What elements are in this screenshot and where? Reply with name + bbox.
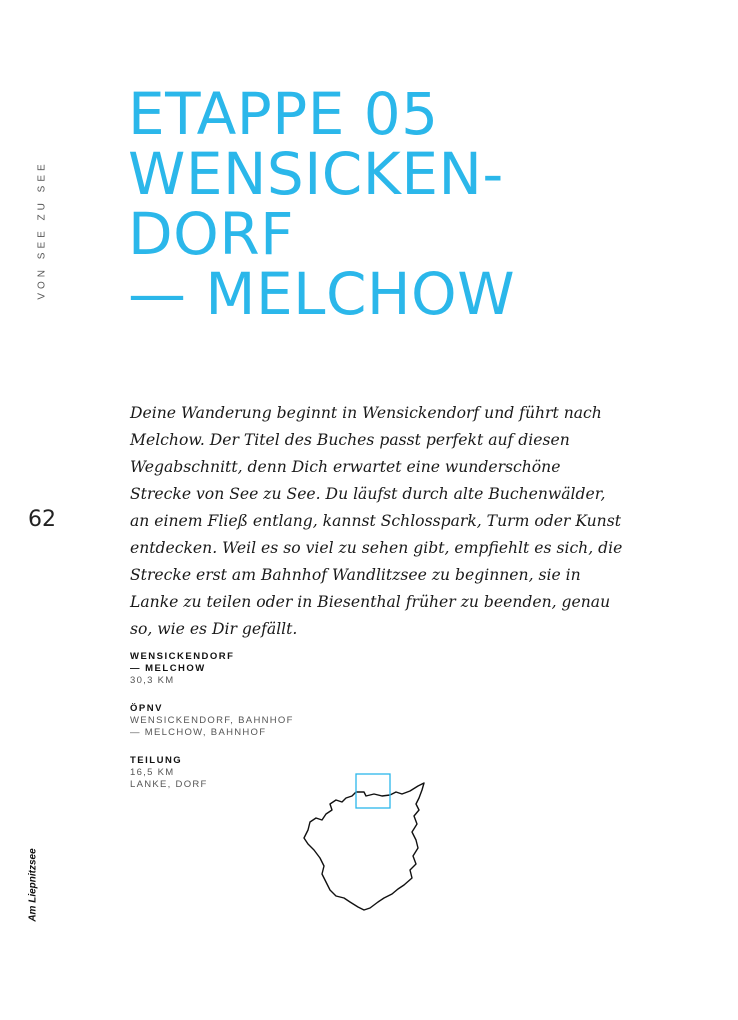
fact-value: LANKE, DORF — [130, 779, 208, 790]
fact-label: WENSICKENDORF — [130, 651, 235, 662]
fact-value: 16,5 KM — [130, 767, 175, 778]
fact-value: WENSICKENDORF, BAHNHOF — [130, 715, 294, 726]
region-outline — [304, 783, 424, 910]
stage-title — [128, 80, 516, 328]
fact-label: TEILUNG — [130, 755, 183, 766]
intro-paragraph: Deine Wanderung beginnt in Wensickendorf und führt nach Melchow. Der Titel des Buches passt perfekt auf diesen Wegabschnitt, denn Dich erwartet eine wunderschöne Strecke von See zu See. Du läufst durch alte Buchenwälder, an einem Fließ entlang, kannst Schlosspark, Turm oder Kunst entdecken. Weil es so viel zu sehen gibt, empfiehlt es sich, die Strecke erst am Bahnhof Wandlitzsee zu beginnen, sie in Lanke zu teilen oder in Biesenthal früher zu beenden, genau so, wie es Dir gefällt. — [130, 404, 623, 638]
title-line: ETAPPE 05 — [128, 80, 439, 148]
fact-label: — MELCHOW — [130, 663, 206, 674]
fact-value: 30,3 KM — [130, 675, 175, 686]
title-line: — MELCHOW — [128, 260, 516, 328]
series-title-vertical: VON SEE ZU SEE — [36, 160, 48, 300]
route-highlight-box — [356, 774, 390, 808]
title-line: DORF — [128, 200, 294, 268]
title-line: WENSICKEN- — [128, 140, 504, 208]
fact-label: ÖPNV — [130, 703, 163, 714]
photo-caption-vertical: Am Liepnitzsee — [27, 848, 39, 922]
page-number: 62 — [28, 507, 56, 532]
fact-value: — MELCHOW, BAHNHOF — [130, 727, 267, 738]
region-map — [300, 770, 440, 920]
fact-distance — [130, 651, 370, 687]
fact-public-transport — [130, 703, 370, 739]
